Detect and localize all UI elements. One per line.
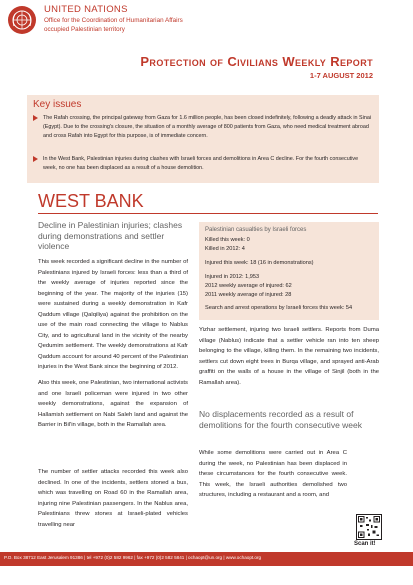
- section-title-west-bank: WEST BANK: [38, 191, 144, 211]
- report-header: [0, 0, 413, 52]
- body-paragraph: Also this week, one Palestinian, two international activists and one Israeli policeman were injured in two other weekly demonstrations, against the expansion of Hallamish settlement on Nabi Saleh land and against the Barrier in Bil'in village, both in the Ramallah area.: [38, 380, 188, 428]
- casualties-title: Palestinian casualties by Israeli forces: [205, 227, 307, 233]
- office-territory: occupied Palestinian territory: [44, 26, 125, 33]
- search-arrest-operations: Search and arrest operations by Israeli forces this week: 54: [205, 305, 353, 311]
- weekly-average-2012: 2012 weekly average of injured: 62: [205, 283, 292, 289]
- qr-code-icon[interactable]: [356, 514, 382, 540]
- body-paragraph: The number of settler attacks recorded this week also declined. In one of the incidents, settlers stoned a bus, which was travelling on Road 60 in the Ramallah area, injuring nine Palestinian passengers. In the Nablus area, Palestinians threw stones at Israeli-plated vehicles travelling near: [38, 469, 188, 528]
- report-date: 1-7 AUGUST 2012: [309, 71, 373, 80]
- casualties-box: [199, 222, 379, 320]
- body-paragraph: This week recorded a significant decline in the number of Palestinians injured by Israeli forces: less than a third of the weekly average of injuries reported since the beginning of the year. The majority of the injuries (15) were sustained during a weekly demonstration in Kafr Qaddum village (Qalqiliya) against the prohibition on the use of the main road connecting the village to Nablus City, and to agricultural land in the vicinity of the nearby Qedumim settlement. The weekly demonstrations at Kafr Qaddum account for around 40 percent of the Palestinian injuries in the West Bank since the beginning of 2012.: [38, 259, 188, 370]
- key-issue-text: The Rafah crossing, the principal gateway from Gaza for 1.6 million people, has been closed indefinitely, following a deadly attack in Sinai (Egypt). Due to the crossing's closure, the situation of a monthly average of 800 patients from Gaza, who need medical treatment abroad and cross Rafah into Egypt for this purpose, is of immediate concern.: [43, 115, 372, 139]
- injured-week: Injured this week: 18 (16 in demonstrations): [205, 260, 314, 266]
- key-issue-item: [33, 114, 373, 152]
- bullet-arrow-icon: [33, 156, 38, 162]
- key-issues-box: [27, 95, 379, 183]
- footer-contact-text: P.O. Box 38712 East Jerusalem 91386 | tel +972 (0)2 582 9962 | fax +972 (0)2 582 5841 | ochaopt@un.org | www.ochaopt.org: [4, 555, 262, 560]
- weekly-average-2011: 2011 weekly average of injured: 28: [205, 292, 292, 298]
- section-divider: [38, 213, 378, 214]
- subsection-heading-injuries: Decline in Palestinian injuries; clashes during demonstrations and settler violence: [38, 220, 183, 251]
- org-name: UNITED NATIONS: [44, 4, 128, 15]
- key-issues-heading: Key issues: [33, 99, 82, 110]
- un-emblem-icon: [8, 6, 36, 34]
- bullet-arrow-icon: [33, 115, 38, 121]
- key-issue-item: [33, 155, 373, 177]
- qr-scan-label: Scan it!: [354, 541, 376, 547]
- body-paragraph: While some demolitions were carried out in Area C during the week, no Palestinian has been displaced in these circumstances for the fourth consecutive week. This week, the Israeli authorities demolished two structures, including a restaurant and a room, and: [199, 450, 347, 498]
- body-paragraph: Yizhar settlement, injuring two Israeli settlers. Reports from Duma village (Nablus) indicate that a settler vehicle ran into ten sheep belonging to the village, killing them. In the remaining two incidents, settlers cut down eight trees in Burqa village, and sprayed anti-Arab graffiti on the walls of a house in the village of Sinjil (both in the Ramallah area).: [199, 327, 379, 386]
- injured-2012: Injured in 2012: 1,953: [205, 274, 260, 280]
- subsection-heading-demolitions: No displacements recorded as a result of demolitions for the fourth consecutive week: [199, 409, 363, 430]
- contact-footer: [0, 552, 413, 566]
- killed-2012: Killed in 2012: 4: [205, 246, 245, 252]
- killed-week: Killed this week: 0: [205, 237, 250, 243]
- office-name: Office for the Coordination of Humanitarian Affairs: [44, 17, 183, 24]
- report-title: Protection of Civilians Weekly Report: [140, 54, 373, 69]
- key-issue-text: In the West Bank, Palestinian injuries during clashes with Israeli forces and demolitions in Area C decline. For the fourth consecutive week, no one has been displaced as a result of a house demolition.: [43, 156, 359, 171]
